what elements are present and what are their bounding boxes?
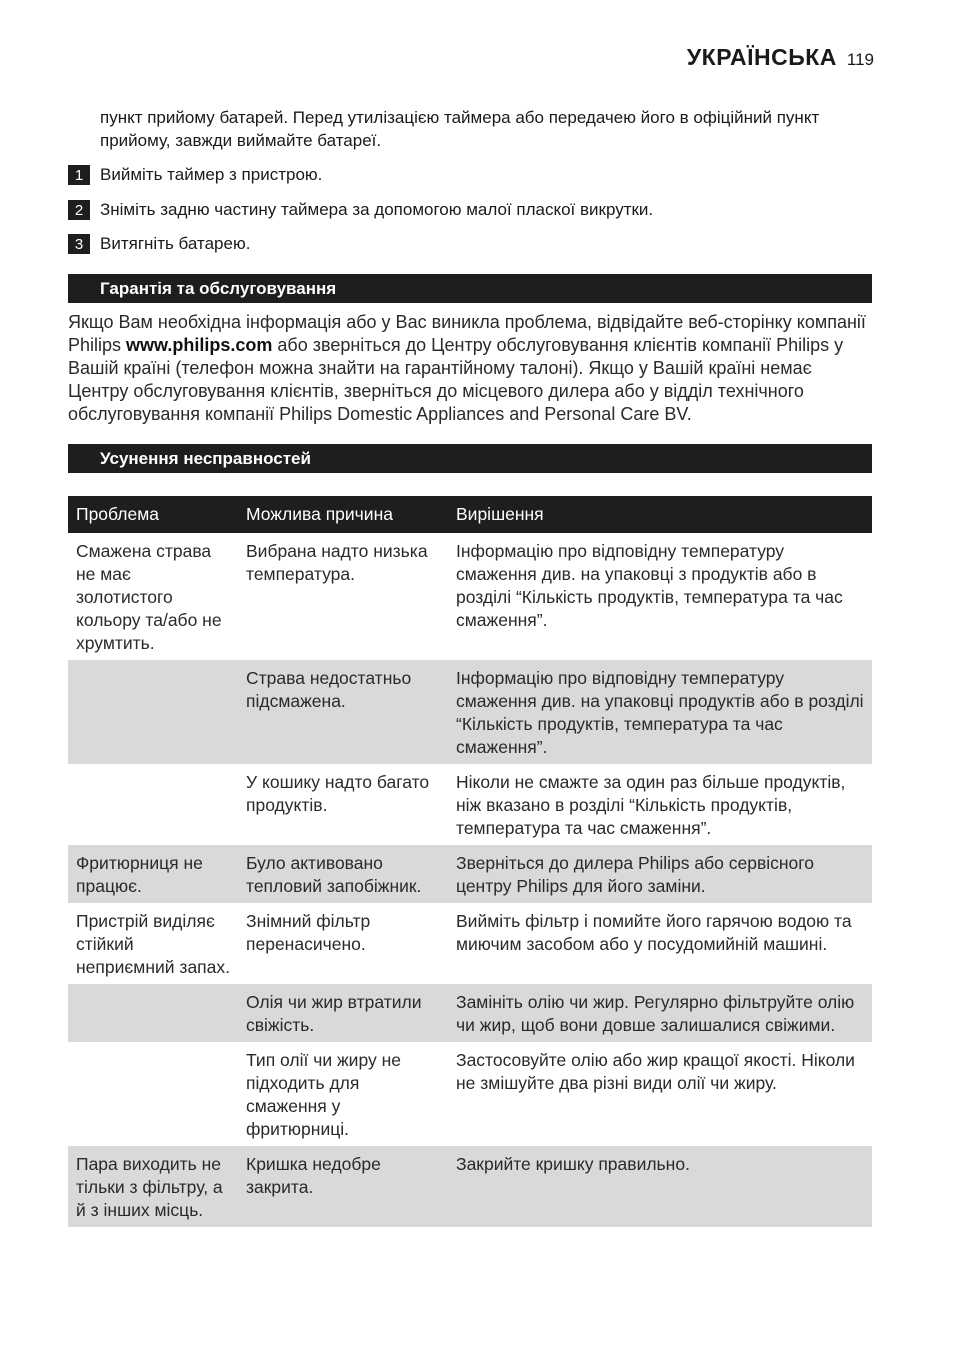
table-row	[68, 764, 872, 845]
step-2	[68, 200, 653, 220]
solution-cell: Закрийте кришку правильно.	[448, 1146, 872, 1227]
problem-cell: Фритюрниця не працює.	[68, 845, 238, 903]
solution-cell: Замініть олію чи жир. Регулярно фільтруйте олію чи жир, щоб вони довше залишалися свіжими.	[448, 984, 872, 1042]
table-row	[68, 660, 872, 764]
column-header-problem: Проблема	[68, 496, 238, 533]
step-number: 2	[68, 200, 90, 220]
cause-cell: Вибрана надто низька температура.	[246, 541, 428, 584]
problem-cell: Пара виходить не тільки з фільтру, а й з інших місць.	[68, 1146, 238, 1227]
cause-cell: У кошику надто багато продуктів.	[246, 772, 430, 815]
cause-cell: Страва недостатньо підсмажена.	[238, 660, 448, 764]
problem-cell	[68, 764, 238, 845]
table-row	[68, 845, 872, 903]
table-row	[68, 1146, 872, 1227]
step-text: Вийміть таймер з пристрою.	[100, 165, 323, 184]
intro-text: пункт прийому батарей. Перед утилізацією таймера або передачею його в офіційний пункт прийому, завжди виймайте батареї.	[100, 108, 820, 150]
problem-cell: Пристрій виділяє стійкий неприємний запах.	[76, 911, 230, 977]
cause-cell: Кришка недобре закрита.	[238, 1146, 448, 1227]
cause-cell: Знімний фільтр перенасичено.	[246, 911, 371, 954]
step-number: 3	[68, 234, 90, 254]
solution-cell: Зверніться до дилера Philips або сервісного центру Philips для його заміни.	[448, 845, 872, 903]
solution-cell: Вийміть фільтр і помийте його гарячою водою та миючим засобом або у посудомийній машині.	[456, 911, 852, 954]
table-row	[68, 533, 872, 660]
problem-cell	[68, 660, 238, 764]
cause-cell: Тип олії чи жиру не підходить для смаження у фритюрниці.	[246, 1050, 401, 1139]
page-header	[687, 44, 874, 71]
warranty-text-after: або зверніться до Центру обслуговування клієнтів компанії Philips у Вашій країні (телефон можна знайти на гарантійному талоні). Якщо у Вашій країні немає Центру обслуговування клієнтів, зверніться до місцевого дилера або у відділ технічного обслуговування компанії Philips Domestic Appliances and Personal Care BV.	[68, 335, 844, 424]
language-label: УКРАЇНСЬКА	[686, 44, 837, 70]
philips-website-link[interactable]: www.philips.com	[126, 335, 273, 355]
step-text: Зніміть задню частину таймера за допомогою малої пласкої викрутки.	[100, 200, 654, 219]
table-row	[68, 903, 872, 984]
solution-cell: Інформацію про відповідну температуру смаження див. на упаковці продуктів або в розділі “Кількість продуктів, температура та час смаження”.	[448, 660, 872, 764]
problem-cell	[68, 1042, 238, 1146]
column-header-cause: Можлива причина	[238, 496, 448, 533]
warranty-text-before: Якщо Вам необхідна інформація або у Вас виникла проблема, відвідайте веб-сторінку компанії Philips	[68, 312, 866, 355]
table-header-row	[68, 496, 872, 533]
step-text: Витягніть батарею.	[100, 234, 251, 253]
solution-cell: Інформацію про відповідну температуру смаження див. на упаковці з продуктів або в розділі “Кількість продуктів, температура та час смаження”.	[456, 541, 843, 630]
solution-cell: Ніколи не смажте за один раз більше продуктів, ніж вказано в розділі “Кількість продуктів, температура та час смаження”.	[456, 772, 846, 838]
warranty-heading: Гарантія та обслуговування	[68, 274, 872, 303]
cause-cell: Було активовано тепловий запобіжник.	[238, 845, 448, 903]
cause-cell: Олія чи жир втратили свіжість.	[238, 984, 448, 1042]
warranty-paragraph	[68, 311, 868, 426]
step-3	[68, 234, 250, 254]
troubleshooting-heading: Усунення несправностей	[68, 444, 872, 473]
table-row	[68, 984, 872, 1042]
problem-cell: Смажена страва не має золотистого кольору та/або не хрумтить.	[76, 541, 222, 653]
problem-cell	[68, 984, 238, 1042]
page-number: 119	[846, 50, 874, 69]
troubleshooting-table	[68, 496, 872, 1227]
solution-cell: Застосовуйте олію або жир кращої якості. Ніколи не змішуйте два різні види олії чи жиру.	[456, 1050, 855, 1093]
step-1	[68, 165, 322, 185]
column-header-solution: Вирішення	[448, 496, 872, 533]
table-row	[68, 1042, 872, 1146]
step-number: 1	[68, 165, 90, 185]
